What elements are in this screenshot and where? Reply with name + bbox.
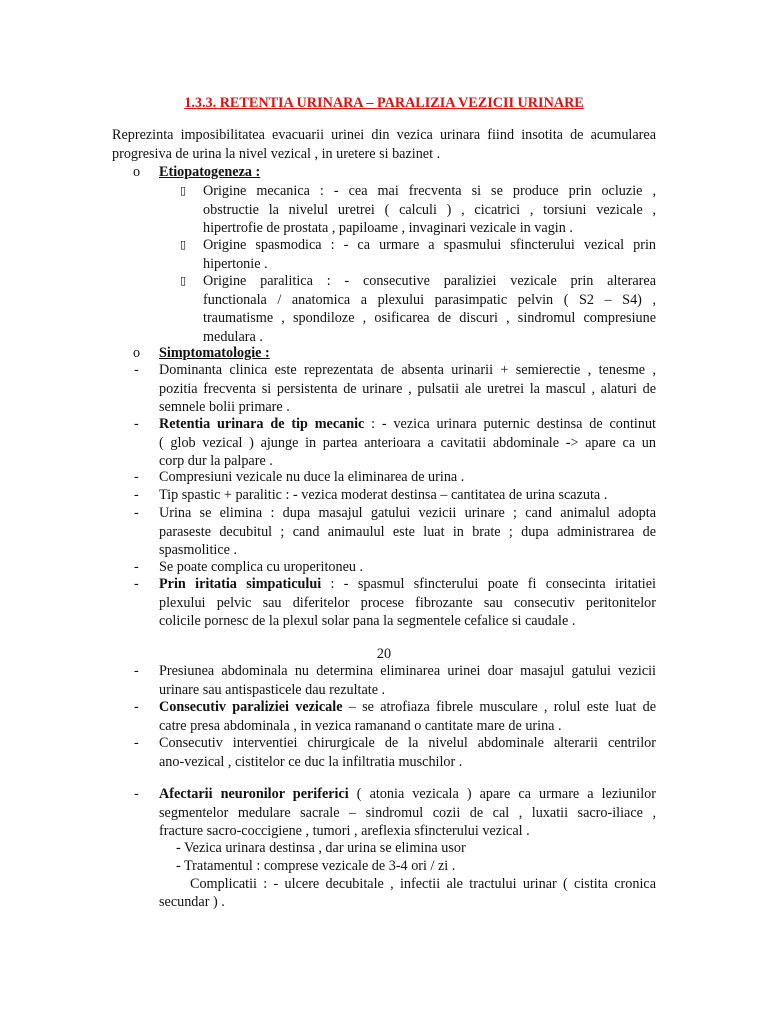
simpt-line: colicile pornesc de la plexul solar pana la segmentele cefalice si caudale . — [159, 613, 576, 630]
bold-term: Retentia urinara de tip mecanic — [159, 416, 365, 432]
simpt-line: spasmolitice . — [159, 542, 238, 559]
cont-line: Afectarii neuronilor periferici ( atonia vezicala ) apare ca urmare a leziunilor — [159, 786, 657, 802]
bold-term: Consecutiv paraliziei vezicale — [159, 699, 343, 715]
simpt-line: Retentia urinara de tip mecanic : - vezica urinara puternic destinsa de continut — [159, 416, 656, 432]
simpt-line: paraseste decubitul ; cand animaulul este luat in brate ; dupa administrarea de — [159, 523, 656, 540]
cont-line: segmentelor medulare sacrale – sindromul cozii de cal , luxatii sacro-iliace , — [159, 804, 656, 821]
simpt-line: Dominanta clinica este reprezentata de absenta urinarii + semierectie , tenesme , — [159, 362, 656, 378]
dash-bullet: - — [134, 699, 139, 715]
intro-line: Reprezinta imposibilitatea evacuarii urinei din vezica urinara fiind insotita de acumularea — [112, 127, 656, 143]
cont-line: fracture sacro-coccigiene , tumori , areflexia sfincterului vezical . — [159, 823, 530, 840]
dash-bullet: - — [134, 505, 139, 521]
simpt-line: corp dur la palpare . — [159, 453, 273, 470]
bold-term: Afectarii neuronilor periferici — [159, 786, 349, 802]
etio-line: Origine spasmodica : - ca urmare a spasmului sfincterului vezical prin — [203, 237, 656, 253]
simpt-heading: Simptomatologie : — [159, 345, 270, 361]
intro-paragraph — [112, 126, 656, 163]
simpt-line: ( glob vezical ) ajunge in partea anterioara a cavitatii abdominale -> apare ca un — [159, 434, 656, 451]
cont-line: Consecutiv interventiei chirurgicale de la nivelul abdominale alterarii centrilor — [159, 735, 656, 751]
etio-line: traumatisme , spondiloze , osificarea de discuri , sindromul compresiune — [203, 310, 656, 327]
square-bullet-icon: ▯ — [180, 238, 187, 251]
etio-line: Origine paralitica : - consecutive paraliziei vezicale prin alterarea — [203, 273, 656, 289]
page-number: 20 — [376, 646, 392, 662]
cont-line: ano-vezical , cistitelor ce duc la infiltratia muschilor . — [159, 753, 463, 770]
etio-line: Origine mecanica : - cea mai frecventa si se produce prin ocluzie , — [203, 183, 656, 199]
circle-bullet-icon: o — [133, 164, 141, 180]
dash-bullet: - — [134, 663, 139, 679]
etio-line: hipertonie . — [203, 255, 268, 272]
cont-line: Presiunea abdominala nu determina eliminarea urinei doar masajul gatului vezicii — [159, 663, 656, 679]
dash-bullet: - — [134, 735, 139, 751]
simpt-line: Prin iritatia simpaticului : - spasmul sfincterului poate fi consecinta iritatiei — [159, 576, 656, 592]
etio-heading: Etiopatogeneza : — [159, 164, 261, 180]
dash-bullet: - — [134, 469, 139, 485]
bold-term: Prin iritatia simpaticului — [159, 576, 322, 592]
cont-line: catre presa abdominala , in vezica ramanand o cantitate mare de urina . — [159, 717, 562, 734]
dash-bullet: - — [134, 576, 139, 592]
dash-bullet: - — [134, 786, 139, 802]
square-bullet-icon: ▯ — [180, 184, 187, 197]
etio-line: medulara . — [203, 328, 263, 345]
cont-line: Consecutiv paraliziei vezicale – se atrofiaza fibrele musculare , rolul este luat de — [159, 699, 656, 715]
simpt-line: pozitia frecventa si persistenta de urinare , pulsatii ale uretrei la mascul , alaturi de — [159, 380, 656, 397]
simpt-line: Urina se elimina : dupa masajul gatului vezicii urinare ; cand animalul adopta — [159, 505, 656, 521]
dash-bullet: - — [134, 362, 139, 378]
sub-line: - Vezica urinara destinsa , dar urina se elimina usor — [176, 840, 466, 856]
etio-line: obstructie la nivelul uretrei ( calculi ) , cicatrici , torsiuni vezicale , — [203, 201, 656, 218]
simpt-line: plexului pelvic sau diferitelor procese fibrozante sau consecutiv peritonitelor — [159, 594, 656, 611]
etio-line: functionala / anatomica a plexului parasimpatic pelvin ( S2 – S4) , — [203, 291, 656, 308]
sub-line: Complicatii : - ulcere decubitale , infectii ale tractului urinar ( cistita cronica — [190, 876, 656, 892]
square-bullet-icon: ▯ — [180, 274, 187, 287]
intro-line: progresiva de urina la nivel vezical , in uretere si bazinet . — [112, 145, 441, 162]
etio-line: hipertrofie de prostata , papiloame , invaginari vezicale in vagin . — [203, 220, 573, 237]
simpt-line: semnele bolii primare . — [159, 399, 290, 416]
circle-bullet-icon: o — [133, 345, 141, 361]
dash-bullet: - — [134, 487, 139, 503]
sub-line: secundar ) . — [159, 894, 225, 910]
simpt-line: Tip spastic + paralitic : - vezica moderat destinsa – cantitatea de urina scazuta . — [159, 487, 608, 503]
simpt-line: Se poate complica cu uroperitoneu . — [159, 559, 364, 575]
dash-bullet: - — [134, 416, 139, 432]
sub-line: - Tratamentul : comprese vezicale de 3-4 ori / zi . — [176, 858, 456, 874]
cont-line: urinare sau antispasticele dau rezultate . — [159, 681, 386, 698]
section-title: 1.3.3. RETENTIA URINARA – PARALIZIA VEZICII URINARE — [184, 95, 584, 111]
dash-bullet: - — [134, 559, 139, 575]
simpt-line: Compresiuni vezicale nu duce la eliminarea de urina . — [159, 469, 465, 485]
